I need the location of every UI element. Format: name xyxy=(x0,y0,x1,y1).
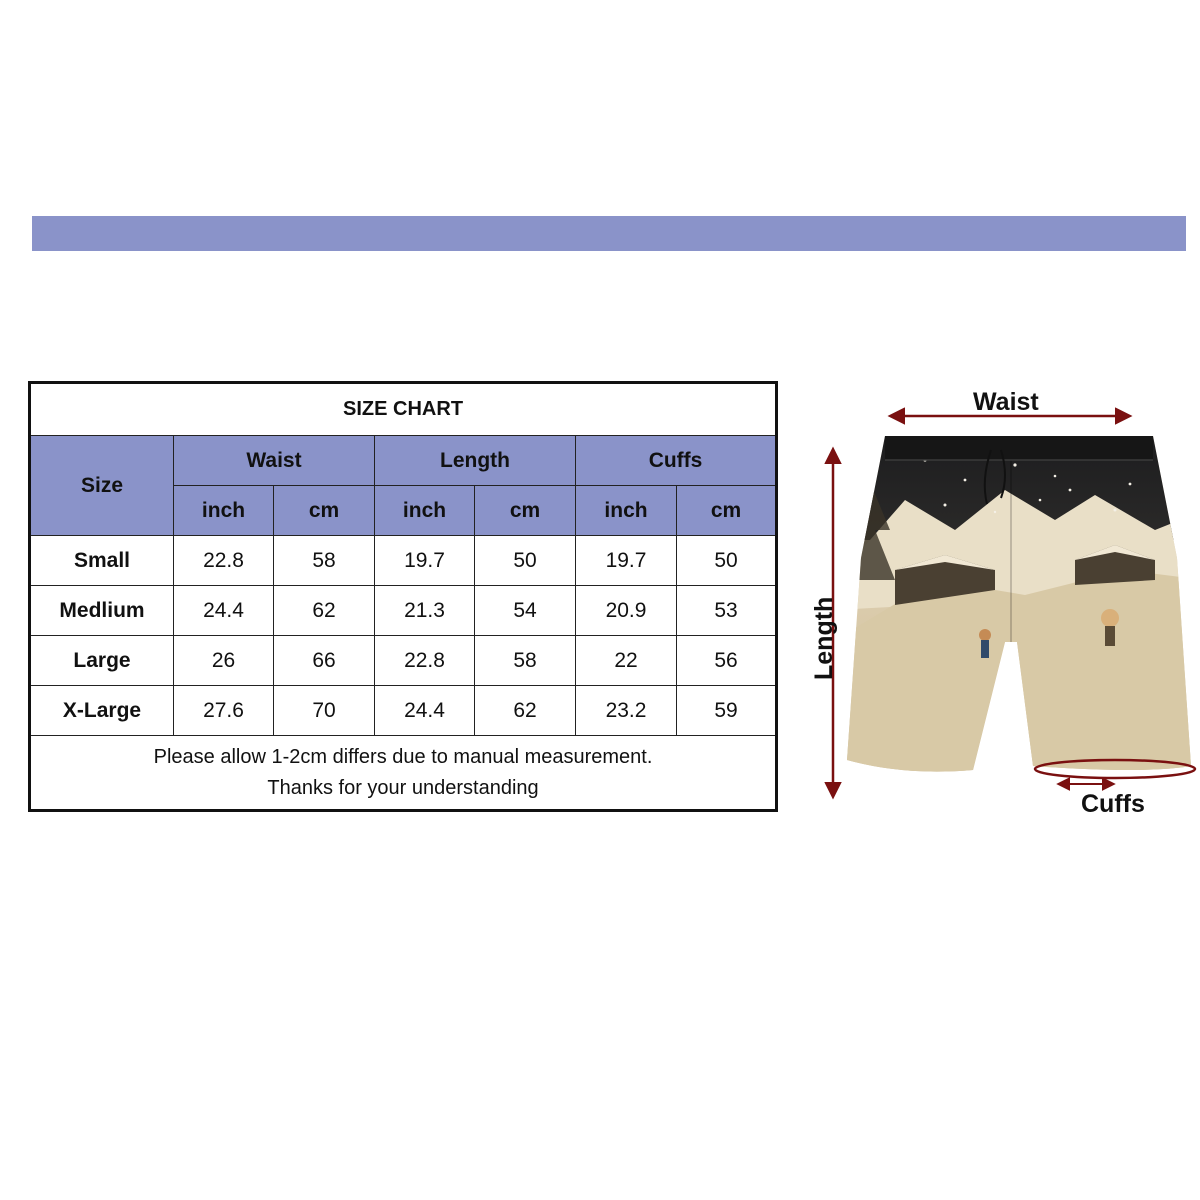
unit-header: cm xyxy=(475,486,576,536)
note-line: Please allow 1-2cm differs due to manual measurement. xyxy=(153,745,653,768)
table-title: SIZE CHART xyxy=(30,383,777,436)
size-label: Medlium xyxy=(30,586,174,636)
table-cell: 50 xyxy=(677,536,777,586)
waist-label: Waist xyxy=(973,388,1039,416)
table-cell: 58 xyxy=(274,536,375,586)
table-cell: 70 xyxy=(274,686,375,736)
table-row xyxy=(30,636,777,686)
table-cell: 24.4 xyxy=(174,586,274,636)
table-cell: 19.7 xyxy=(375,536,475,586)
table-cell: 62 xyxy=(274,586,375,636)
table-cell: 59 xyxy=(677,686,777,736)
table-cell: 19.7 xyxy=(576,536,677,586)
waist-group-header: Waist xyxy=(174,436,375,486)
cuffs-group-header: Cuffs xyxy=(576,436,777,486)
table-row xyxy=(30,686,777,736)
table-cell: 21.3 xyxy=(375,586,475,636)
size-label: Small xyxy=(30,536,174,586)
table-cell: 27.6 xyxy=(174,686,274,736)
table-cell: 66 xyxy=(274,636,375,686)
note-line: Thanks for your understanding xyxy=(267,776,539,799)
table-cell: 62 xyxy=(475,686,576,736)
table-cell: 56 xyxy=(677,636,777,686)
shorts-print xyxy=(835,430,1200,780)
table-cell: 22.8 xyxy=(174,536,274,586)
table-cell: 23.2 xyxy=(576,686,677,736)
table-cell: 22 xyxy=(576,636,677,686)
length-label: Length xyxy=(810,596,838,680)
unit-header: inch xyxy=(375,486,475,536)
header-band xyxy=(32,216,1186,251)
table-cell: 26 xyxy=(174,636,274,686)
table-cell: 24.4 xyxy=(375,686,475,736)
table-row xyxy=(30,536,777,586)
unit-header: cm xyxy=(274,486,375,536)
unit-header: inch xyxy=(174,486,274,536)
shorts-illustration xyxy=(795,380,1200,820)
size-label: X-Large xyxy=(30,686,174,736)
shorts-measurement-figure xyxy=(795,380,1200,820)
table-cell: 50 xyxy=(475,536,576,586)
unit-header: cm xyxy=(677,486,777,536)
table-cell: 20.9 xyxy=(576,586,677,636)
unit-header: inch xyxy=(576,486,677,536)
size-label: Large xyxy=(30,636,174,686)
size-column-header: Size xyxy=(30,436,174,536)
cuffs-label: Cuffs xyxy=(1081,790,1145,818)
table-row xyxy=(30,586,777,636)
waistband xyxy=(885,436,1153,460)
size-chart-table xyxy=(28,381,778,812)
table-cell: 22.8 xyxy=(375,636,475,686)
length-group-header: Length xyxy=(375,436,576,486)
measurement-note xyxy=(30,736,777,811)
table-cell: 58 xyxy=(475,636,576,686)
table-cell: 53 xyxy=(677,586,777,636)
table-cell: 54 xyxy=(475,586,576,636)
